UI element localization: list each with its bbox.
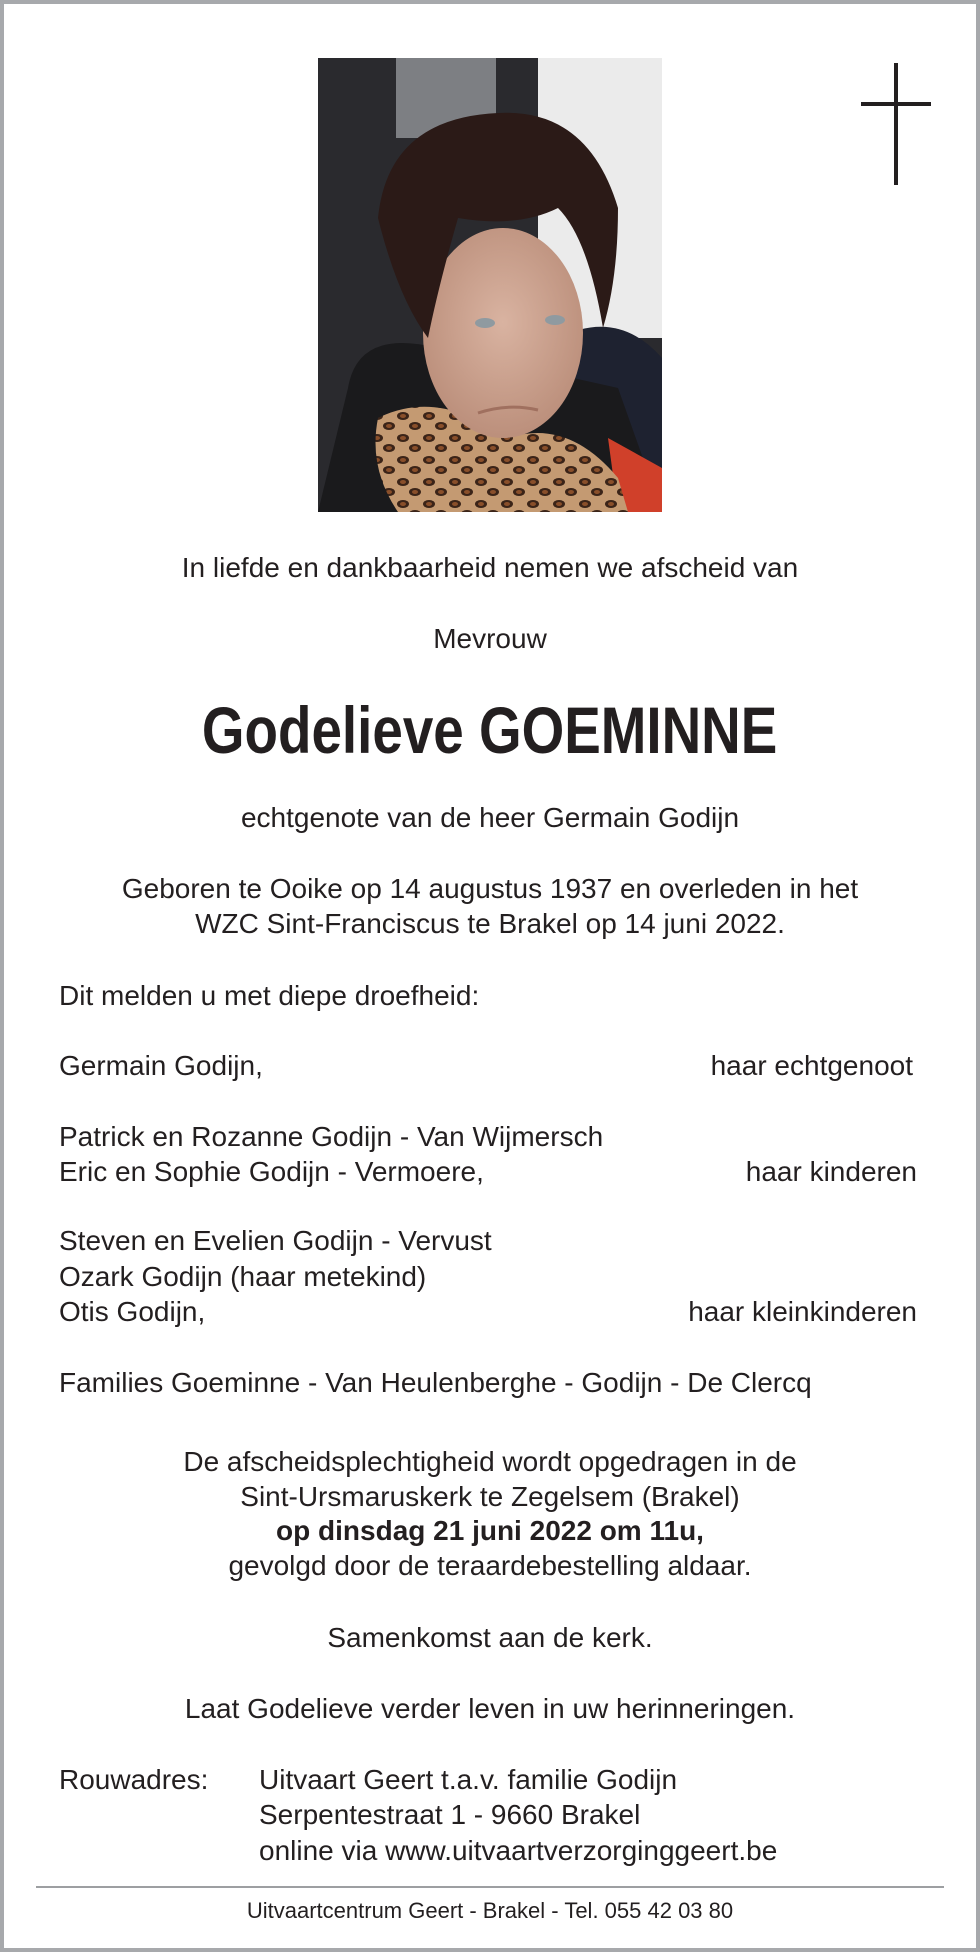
- footer-contact: Uitvaartcentrum Geert - Brakel - Tel. 055 42 03 80: [246, 1898, 734, 1923]
- divider: [36, 1886, 944, 1888]
- address-label: Rouwadres:: [59, 1764, 209, 1795]
- ceremony-location: Sint-Ursmaruskerk te Zegelsem (Brakel): [240, 1481, 740, 1512]
- grandchildren-relation: haar kleinkinderen: [688, 1296, 917, 1327]
- spouse-line: echtgenote van de heer Germain Godijn: [240, 802, 740, 833]
- portrait-photo: [318, 58, 662, 512]
- child-name: Eric en Sophie Godijn - Vermoere,: [59, 1156, 484, 1187]
- grandchild-name: Steven en Evelien Godijn - Vervust: [59, 1225, 492, 1256]
- ceremony-burial: gevolgd door de teraardebestelling aldaar.: [228, 1550, 752, 1581]
- address-website[interactable]: online via www.uitvaartverzorginggeert.be: [259, 1835, 778, 1866]
- remembrance-text: Laat Godelieve verder leven in uw herinneringen.: [184, 1693, 796, 1724]
- intro-text: In liefde en dankbaarheid nemen we afscheid van: [181, 552, 799, 583]
- ceremony-line: De afscheidsplechtigheid wordt opgedragen in de: [183, 1446, 797, 1477]
- spouse-name: Germain Godijn,: [59, 1050, 263, 1081]
- address-line: Uitvaart Geert t.a.v. familie Godijn: [259, 1764, 678, 1795]
- grandchild-name: Ozark Godijn (haar metekind): [59, 1261, 427, 1292]
- deceased-name: Godelieve GOEMINNE: [202, 693, 778, 767]
- death-line: WZC Sint-Franciscus te Brakel op 14 juni 2022.: [195, 908, 785, 939]
- spouse-relation: haar echtgenoot: [710, 1050, 913, 1081]
- children-relation: haar kinderen: [745, 1156, 917, 1187]
- families-line: Families Goeminne - Van Heulenberghe - Godijn - De Clercq: [59, 1367, 812, 1398]
- address-line: Serpentestraat 1 - 9660 Brakel: [259, 1799, 641, 1830]
- grandchild-name: Otis Godijn,: [59, 1296, 206, 1327]
- honorific: Mevrouw: [433, 623, 547, 654]
- latin-cross-icon: [861, 63, 931, 185]
- announcement: Dit melden u met diepe droefheid:: [59, 980, 480, 1011]
- gathering-text: Samenkomst aan de kerk.: [327, 1622, 653, 1653]
- birth-line: Geboren te Ooike op 14 augustus 1937 en overleden in het: [121, 873, 859, 904]
- child-name: Patrick en Rozanne Godijn - Van Wijmersch: [59, 1121, 604, 1152]
- ceremony-datetime: op dinsdag 21 juni 2022 om 11u,: [276, 1515, 704, 1546]
